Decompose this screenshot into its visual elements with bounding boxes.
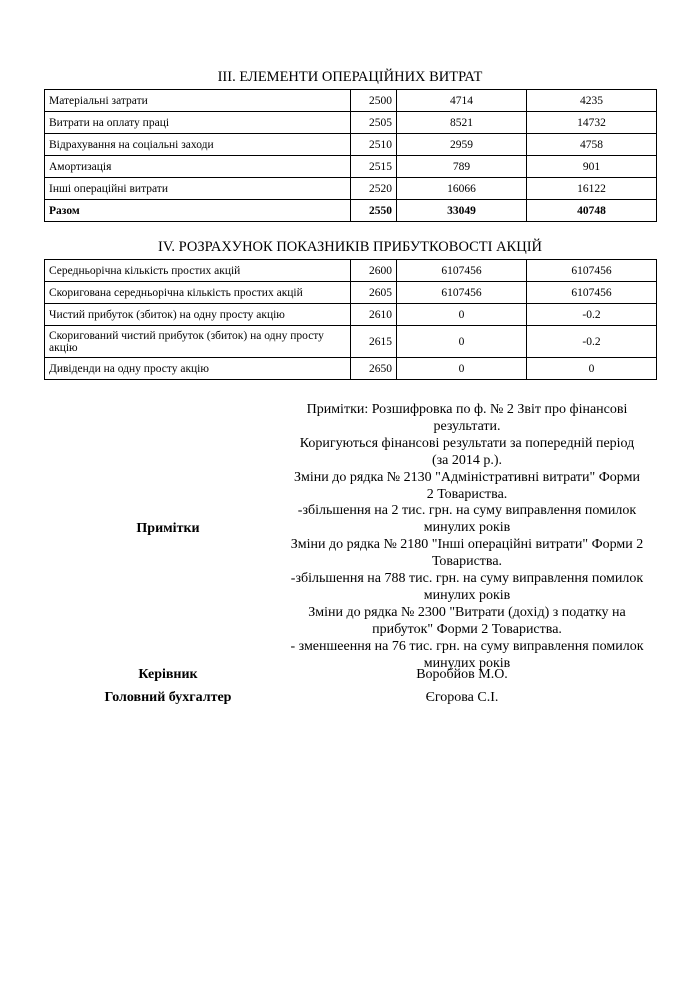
row-previous-value: -0.2 bbox=[527, 326, 657, 358]
table-row bbox=[45, 260, 657, 282]
table-row bbox=[45, 326, 657, 358]
row-name: Матеріальні затрати bbox=[45, 90, 351, 112]
row-current-value: 4714 bbox=[397, 90, 527, 112]
notes-line: минулих років bbox=[423, 655, 511, 671]
row-current-value: 16066 bbox=[397, 178, 527, 200]
row-code: 2505 bbox=[351, 112, 397, 134]
row-code: 2600 bbox=[351, 260, 397, 282]
row-previous-value: 6107456 bbox=[527, 282, 657, 304]
notes-line: (за 2014 р.). bbox=[431, 452, 503, 468]
row-name: Скоригована середньорічна кількість простих акцій bbox=[45, 282, 351, 304]
notes-line: Зміни до рядка № 2130 "Адміністративні витрати" Форми bbox=[294, 469, 640, 485]
row-name: Дивіденди на одну просту акцію bbox=[45, 358, 351, 380]
table-row bbox=[45, 90, 657, 112]
row-code: 2650 bbox=[351, 358, 397, 380]
notes-line: Зміни до рядка № 2300 "Витрати (дохід) з податку на bbox=[308, 604, 626, 620]
director-label: Керівник bbox=[138, 667, 198, 682]
share-profitability-table bbox=[44, 259, 657, 380]
row-current-value: 789 bbox=[397, 156, 527, 178]
row-name: Чистий прибуток (збиток) на одну просту акцію bbox=[45, 304, 351, 326]
notes-line: прибуток" Форми 2 Товариства. bbox=[372, 621, 562, 637]
notes-text bbox=[282, 402, 652, 673]
row-code: 2615 bbox=[351, 326, 397, 358]
operating-expenses-table bbox=[44, 89, 657, 222]
row-previous-value: 4758 bbox=[527, 134, 657, 156]
notes-line: Зміни до рядка № 2180 "Інші операційні витрати" Форми 2 bbox=[290, 537, 644, 553]
row-previous-value: 0 bbox=[527, 358, 657, 380]
notes-line: 2 Товариства. bbox=[426, 486, 508, 502]
chief-accountant-label: Головний бухгалтер bbox=[104, 690, 232, 705]
row-name: Разом bbox=[45, 200, 351, 222]
row-current-value: 6107456 bbox=[397, 282, 527, 304]
row-code: 2515 bbox=[351, 156, 397, 178]
notes-line: Товариства. bbox=[431, 554, 503, 570]
notes-line: минулих років bbox=[423, 587, 511, 603]
notes-line: -збільшення на 2 тис. грн. на суму виправлення помилок bbox=[297, 503, 637, 519]
row-previous-value: -0.2 bbox=[527, 304, 657, 326]
row-previous-value: 14732 bbox=[527, 112, 657, 134]
row-current-value: 6107456 bbox=[397, 260, 527, 282]
row-previous-value: 6107456 bbox=[527, 260, 657, 282]
row-previous-value: 16122 bbox=[527, 178, 657, 200]
notes-line: Примітки: Розшифровка по ф. № 2 Звіт про фінансові bbox=[306, 402, 628, 417]
table-row bbox=[45, 304, 657, 326]
row-previous-value: 4235 bbox=[527, 90, 657, 112]
table-row bbox=[45, 178, 657, 200]
row-name: Витрати на оплату праці bbox=[45, 112, 351, 134]
row-current-value: 0 bbox=[397, 358, 527, 380]
total-row bbox=[45, 200, 657, 222]
section-4-title: IV. РОЗРАХУНОК ПОКАЗНИКІВ ПРИБУТКОВОСТІ АКЦІЙ bbox=[158, 239, 542, 255]
row-current-value: 0 bbox=[397, 304, 527, 326]
row-code: 2500 bbox=[351, 90, 397, 112]
notes-line: результати. bbox=[433, 418, 501, 434]
row-current-value: 8521 bbox=[397, 112, 527, 134]
row-name: Скоригований чистий прибуток (збиток) на одну просту акцію bbox=[45, 326, 351, 358]
table-row bbox=[45, 282, 657, 304]
row-code: 2510 bbox=[351, 134, 397, 156]
row-previous-value: 40748 bbox=[527, 200, 657, 222]
notes-line: -збільшення на 788 тис. грн. на суму виправлення помилок bbox=[290, 571, 644, 587]
row-code: 2520 bbox=[351, 178, 397, 200]
row-current-value: 33049 bbox=[397, 200, 527, 222]
row-current-value: 2959 bbox=[397, 134, 527, 156]
notes-line: - зменшеення на 76 тис. грн. на суму виправлення помилок bbox=[290, 638, 644, 654]
notes-line: минулих років bbox=[423, 520, 511, 536]
notes-label: Примітки bbox=[136, 521, 200, 536]
row-code: 2550 bbox=[351, 200, 397, 222]
notes-line: Коригуються фінансові результати за попередній період bbox=[299, 435, 635, 451]
row-current-value: 0 bbox=[397, 326, 527, 358]
table-row bbox=[45, 358, 657, 380]
row-previous-value: 901 bbox=[527, 156, 657, 178]
director-name: Воробйов М.О. bbox=[416, 667, 508, 682]
row-code: 2605 bbox=[351, 282, 397, 304]
chief-accountant-name: Єгорова С.І. bbox=[425, 690, 499, 705]
row-code: 2610 bbox=[351, 304, 397, 326]
table-row bbox=[45, 134, 657, 156]
row-name: Відрахування на соціальні заходи bbox=[45, 134, 351, 156]
row-name: Амортизація bbox=[45, 156, 351, 178]
row-name: Середньорічна кількість простих акцій bbox=[45, 260, 351, 282]
table-row bbox=[45, 112, 657, 134]
row-name: Інші операційні витрати bbox=[45, 178, 351, 200]
section-3-title: III. ЕЛЕМЕНТИ ОПЕРАЦІЙНИХ ВИТРАТ bbox=[217, 69, 483, 85]
table-row bbox=[45, 156, 657, 178]
